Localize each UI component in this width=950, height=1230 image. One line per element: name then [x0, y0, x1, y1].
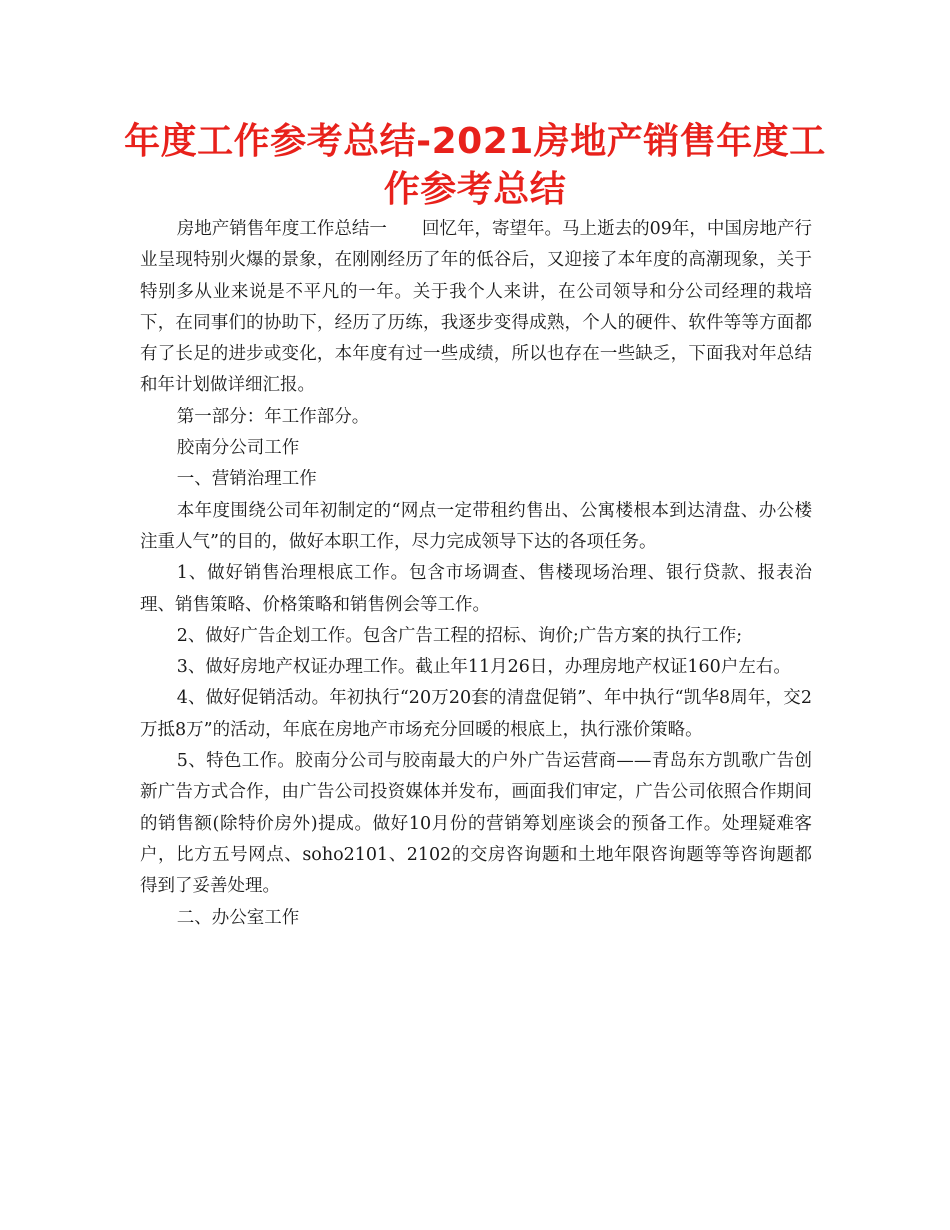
paragraph: 二、办公室工作 — [176, 907, 300, 928]
document-title: 年度工作参考总结-2021房地产销售年度工作参考总结 — [124, 121, 826, 210]
document-body — [140, 214, 812, 934]
paragraph: 房地产销售年度工作总结一 回忆年，寄望年。马上逝去的09年，中国房地产行业呈现特别火爆的景象，在刚刚经历了年的低谷后，又迎接了本年度的高潮现象，关于特别多从业来说是不平凡的一年。关于我个人来讲，在公司领导和分公司经理的栽培下，在同事们的协助下，经历了历练，我逐步变得成熟，个人的硬件、软件等等方面都有了长足的进步或变化，本年度有过一些成绩，所以也存在一些缺乏，下面我对年总结和年计划做详细汇报。 — [140, 219, 812, 396]
paragraph: 1、做好销售治理根底工作。包含市场调查、售楼现场治理、银行贷款、报表治理、销售策略、价格策略和销售例会等工作。 — [140, 563, 812, 615]
paragraph: 本年度围绕公司年初制定的“网点一定带租约售出、公寓楼根本到达清盘、办公楼注重人气”的目的，做好本职工作，尽力完成领导下达的各项任务。 — [140, 500, 812, 552]
paragraph: 4、做好促销活动。年初执行“20万20套的清盘促销”、年中执行“凯华8周年，交2万抵8万”的活动，年底在房地产市场充分回暖的根底上，执行涨价策略。 — [140, 688, 812, 740]
paragraph: 胶南分公司工作 — [176, 438, 300, 459]
paragraph: 5、特色工作。胶南分公司与胶南最大的户外广告运营商——青岛东方凯歌广告创新广告方式合作，由广告公司投资媒体并发布，画面我们审定，广告公司依照合作期间的销售额(除特价房外)提成。做好10月份的营销筹划座谈会的预备工作。处理疑难客户，比方五号网点、soho2101、2102的交房咨询题和土地年限咨询题等等咨询题都得到了妥善处理。 — [140, 751, 812, 897]
paragraph: 一、营销治理工作 — [176, 469, 317, 490]
paragraph: 2、做好广告企划工作。包含广告工程的招标、询价;广告方案的执行工作; — [176, 625, 743, 646]
paragraph: 第一部分：年工作部分。 — [176, 406, 370, 427]
paragraph: 3、做好房地产权证办理工作。截止年11月26日，办理房地产权证160户左右。 — [176, 657, 791, 678]
